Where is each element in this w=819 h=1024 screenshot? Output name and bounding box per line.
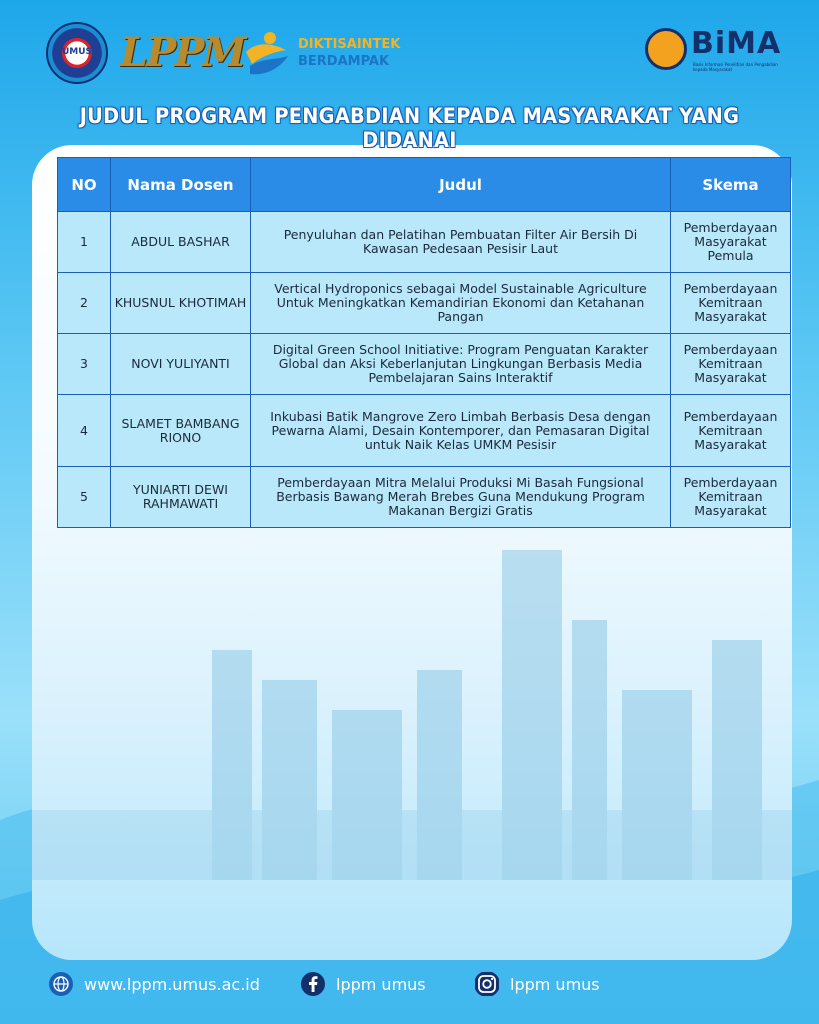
table-row [58,273,791,334]
program-table [57,157,790,528]
city-skyline-image [32,520,792,880]
bima-logo-icon [645,28,687,70]
footer-website[interactable] [48,966,260,1002]
table-row [58,334,791,395]
cell-nama: KHUSNUL KHOTIMAH [111,273,251,334]
lppm-logo: LPPM [120,29,245,76]
cell-skema: Pemberdayaan Kemitraan Masyarakat [671,467,791,528]
header-no: NO [58,158,111,212]
cell-skema: Pemberdayaan Kemitraan Masyarakat [671,334,791,395]
table-header-row [58,158,791,212]
footer-instagram[interactable] [474,966,600,1002]
page-title: JUDUL PROGRAM PENGABDIAN KEPADA MASYARAKAT YANG DIDANAI [79,104,740,152]
globe-icon [48,971,74,997]
cell-no: 3 [58,334,111,395]
dikti-logo-icon [240,30,292,78]
bima-logo-word: BiMA [691,26,782,61]
cell-no: 1 [58,212,111,273]
cell-skema: Pemberdayaan Kemitraan Masyarakat [671,395,791,467]
footer-facebook[interactable] [300,966,426,1002]
header-judul: Judul [251,158,671,212]
cell-no: 5 [58,467,111,528]
footer [0,966,819,1006]
cell-judul: Vertical Hydroponics sebagai Model Sustainable Agriculture Untuk Meningkatkan Kemandirian Ekonomi dan Ketahanan Pangan [251,273,671,334]
facebook-icon [300,971,326,997]
header-skema: Skema [671,158,791,212]
cell-judul: Digital Green School Initiative: Program Penguatan Karakter Global dan Aksi Keberlanjutan Lingkungan Berbasis Media Pembelajaran Sains Interaktif [251,334,671,395]
cell-nama: ABDUL BASHAR [111,212,251,273]
table-row [58,467,791,528]
facebook-handle[interactable]: lppm umus [336,974,426,994]
cell-skema: Pemberdayaan Masyarakat Pemula [671,212,791,273]
cell-skema: Pemberdayaan Kemitraan Masyarakat [671,273,791,334]
table-row [58,395,791,467]
bima-logo-subtitle: Basis Informasi Penelitian dan Pengabdian kepada Masyarakat [693,62,778,72]
table-row [58,212,791,273]
umus-logo [46,22,108,84]
cell-no: 4 [58,395,111,467]
dikti-line1: DIKTISAINTEK [298,37,401,52]
cell-nama: SLAMET BAMBANG RIONO [111,395,251,467]
cell-nama: YUNIARTI DEWI RAHMAWATI [111,467,251,528]
header [0,0,819,100]
instagram-handle[interactable]: lppm umus [510,974,600,994]
cell-judul: Penyuluhan dan Pelatihan Pembuatan Filter Air Bersih Di Kawasan Pedesaan Pesisir Laut [251,212,671,273]
dikti-logo-text [298,36,438,70]
cell-no: 2 [58,273,111,334]
cell-judul: Pemberdayaan Mitra Melalui Produksi Mi Basah Fungsional Berbasis Bawang Merah Brebes Guna Mendukung Program Makanan Bergizi Gratis [251,467,671,528]
instagram-icon [474,971,500,997]
dikti-line2: BERDAMPAK [298,54,390,69]
bima-logo [645,24,795,80]
cell-judul: Inkubasi Batik Mangrove Zero Limbah Berbasis Desa dengan Pewarna Alami, Desain Kontemporer, dan Pemasaran Digital untuk Naik Kelas UMKM Pesisir [251,395,671,467]
umus-logo-label: UMUS [61,47,93,57]
website-link[interactable]: www.lppm.umus.ac.id [84,974,260,994]
header-nama-dosen: Nama Dosen [111,158,251,212]
cell-nama: NOVI YULIYANTI [111,334,251,395]
